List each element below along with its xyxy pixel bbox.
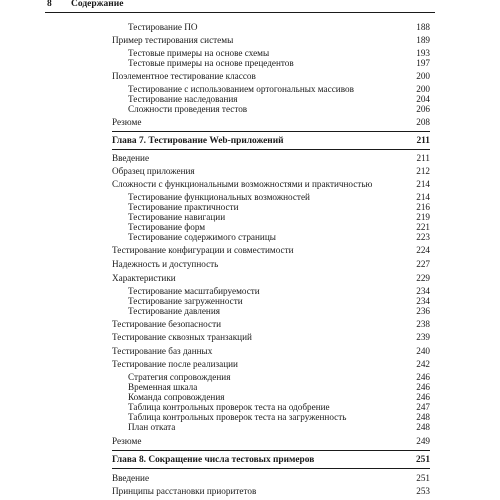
toc-entry-page: 200 xyxy=(416,71,430,81)
toc-entry xyxy=(0,331,500,343)
toc-entry-page: 214 xyxy=(416,192,430,202)
toc-entry-title: Стратегия сопровождения xyxy=(128,372,231,382)
toc-entry-title: Введение xyxy=(112,153,150,163)
chapter-rule xyxy=(112,468,430,469)
toc-entry-title: Тестирование содержимого страницы xyxy=(128,232,276,242)
toc-entry xyxy=(0,152,500,164)
toc-entry-page: 227 xyxy=(416,259,430,269)
toc-entry-title: Тестовые примеры на основе схемы xyxy=(128,48,270,58)
toc-entry-page: 216 xyxy=(416,202,430,212)
toc-entry-title: Тестирование безопасности xyxy=(112,319,222,329)
toc-entry-title: Тестирование загруженности xyxy=(128,296,243,306)
toc-entry xyxy=(0,345,500,357)
toc-entry-page: 242 xyxy=(416,359,430,369)
toc-entry xyxy=(0,57,500,69)
toc-entry-page: 221 xyxy=(416,222,430,232)
toc-entry-page: 246 xyxy=(416,372,430,382)
toc-entry xyxy=(0,34,500,46)
toc-entry-title: Характеристики xyxy=(112,273,176,283)
toc-entry-page: 247 xyxy=(416,402,430,412)
toc-entry-title: Тестирование масштабируемости xyxy=(128,286,260,296)
toc-entry-title: Образец приложения xyxy=(112,166,195,176)
toc-entry-page: 239 xyxy=(416,332,430,342)
toc-entry-page: 189 xyxy=(416,35,430,45)
toc-entry-page: 246 xyxy=(416,382,430,392)
toc-entry-page: 211 xyxy=(416,153,430,163)
toc-entry-title: Тестирование ПО xyxy=(128,22,198,32)
toc-entry-title: Глава 8. Сокращение числа тестовых примеров xyxy=(112,455,315,465)
toc-entry-page: 251 xyxy=(416,473,430,483)
toc-entry xyxy=(0,116,500,128)
toc-entry xyxy=(0,318,500,330)
toc-entry-page: 249 xyxy=(416,436,430,446)
toc-entry-title: Резюме xyxy=(112,117,142,127)
toc-entry-title: Тестирование форм xyxy=(128,222,206,232)
toc-entry-page: 246 xyxy=(416,392,430,402)
toc-entry-title: Введение xyxy=(112,473,150,483)
toc-entry-title: Тестирование баз данных xyxy=(112,346,213,356)
toc-entry-page: 229 xyxy=(416,273,430,283)
toc-entry-title: Сложности проведения тестов xyxy=(128,104,248,114)
toc-entry xyxy=(0,178,500,190)
toc-entry-title: Поэлементное тестирование классов xyxy=(112,71,256,81)
toc-entry-title: Тестирование конфигурации и совместимости xyxy=(112,245,294,255)
toc-entry-page: 224 xyxy=(416,245,430,255)
toc-entry-title: Команда сопровождения xyxy=(128,392,225,402)
toc-entry-title: Тестирование практичности xyxy=(128,202,239,212)
toc-entry xyxy=(0,165,500,177)
toc-entry-title: Тестирование сквозных транзакций xyxy=(112,332,252,342)
toc-entry xyxy=(0,258,500,270)
toc-entry xyxy=(0,244,500,256)
toc-entry-title: Тестирование после реализации xyxy=(112,359,238,369)
toc-entry xyxy=(0,21,500,33)
toc-entry-title: Тестирование функциональных возможностей xyxy=(128,192,310,202)
toc-entry-page: 211 xyxy=(416,136,430,146)
chapter-entry xyxy=(0,135,500,147)
toc-entry xyxy=(0,272,500,284)
toc-entry-page: 219 xyxy=(416,212,430,222)
toc-entry-title: Временная шкала xyxy=(128,382,198,392)
toc-entry-title: Сложности с функциональными возможностями и практичностью xyxy=(112,179,373,189)
toc-entry xyxy=(0,472,500,484)
toc-entry-page: 234 xyxy=(416,286,430,296)
toc-entry xyxy=(0,435,500,447)
toc-entry-page: 200 xyxy=(416,84,430,94)
toc-entry-page: 251 xyxy=(415,455,430,465)
toc-entry xyxy=(0,231,500,243)
header-title: Содержание xyxy=(71,0,124,9)
toc-entry-page: 248 xyxy=(416,412,430,422)
toc-entry-page: 212 xyxy=(416,166,430,176)
toc-entry xyxy=(0,358,500,370)
toc-entry-page: 240 xyxy=(416,346,430,356)
toc-entry-page: 234 xyxy=(416,296,430,306)
toc-entry-page: 208 xyxy=(416,117,430,127)
chapter-entry xyxy=(0,454,500,466)
toc-entry xyxy=(0,421,500,433)
chapter-rule xyxy=(112,131,430,132)
toc-entry-title: Тестирование давления xyxy=(128,306,220,316)
toc-entry-title: Тестирование навигации xyxy=(128,212,226,222)
toc-entry xyxy=(0,485,500,497)
toc-entry-title: Тестовые примеры на основе прецедентов xyxy=(128,58,294,68)
page-number: 8 xyxy=(47,0,52,9)
toc-entry-page: 236 xyxy=(416,306,430,316)
toc-entry-title: Надежность и доступность xyxy=(112,259,219,269)
toc-entry-title: Тестирование наследования xyxy=(128,94,238,104)
toc-entry xyxy=(0,103,500,115)
toc-entry-title: Принципы расстановки приоритетов xyxy=(112,486,257,496)
toc-entry-page: 204 xyxy=(416,94,430,104)
toc-entry-title: План отката xyxy=(128,422,176,432)
toc-entry-title: Пример тестирования системы xyxy=(112,35,234,45)
running-header xyxy=(45,0,435,13)
chapter-rule xyxy=(112,450,430,451)
chapter-rule xyxy=(112,149,430,150)
toc-entry-page: 253 xyxy=(416,486,430,496)
toc-entry-title: Резюме xyxy=(112,436,142,446)
toc-entry xyxy=(0,305,500,317)
toc-entry-page: 197 xyxy=(416,58,430,68)
toc-entry-page: 193 xyxy=(416,48,430,58)
toc-entry-title: Тестирование с использованием ортогональных массивов xyxy=(128,84,354,94)
toc-entry-page: 206 xyxy=(416,104,430,114)
toc-entry-title: Глава 7. Тестирование Web-приложений xyxy=(112,136,284,146)
toc-entry-title: Таблица контрольных проверок теста на одобрение xyxy=(128,402,330,412)
toc-entry-page: 248 xyxy=(416,422,430,432)
toc-entry xyxy=(0,70,500,82)
toc-entry-page: 188 xyxy=(416,22,430,32)
toc-entry-title: Таблица контрольных проверок теста на загруженность xyxy=(128,412,347,422)
toc-entry-page: 214 xyxy=(416,179,430,189)
toc-entry-page: 238 xyxy=(416,319,430,329)
toc-entry-page: 223 xyxy=(416,232,430,242)
